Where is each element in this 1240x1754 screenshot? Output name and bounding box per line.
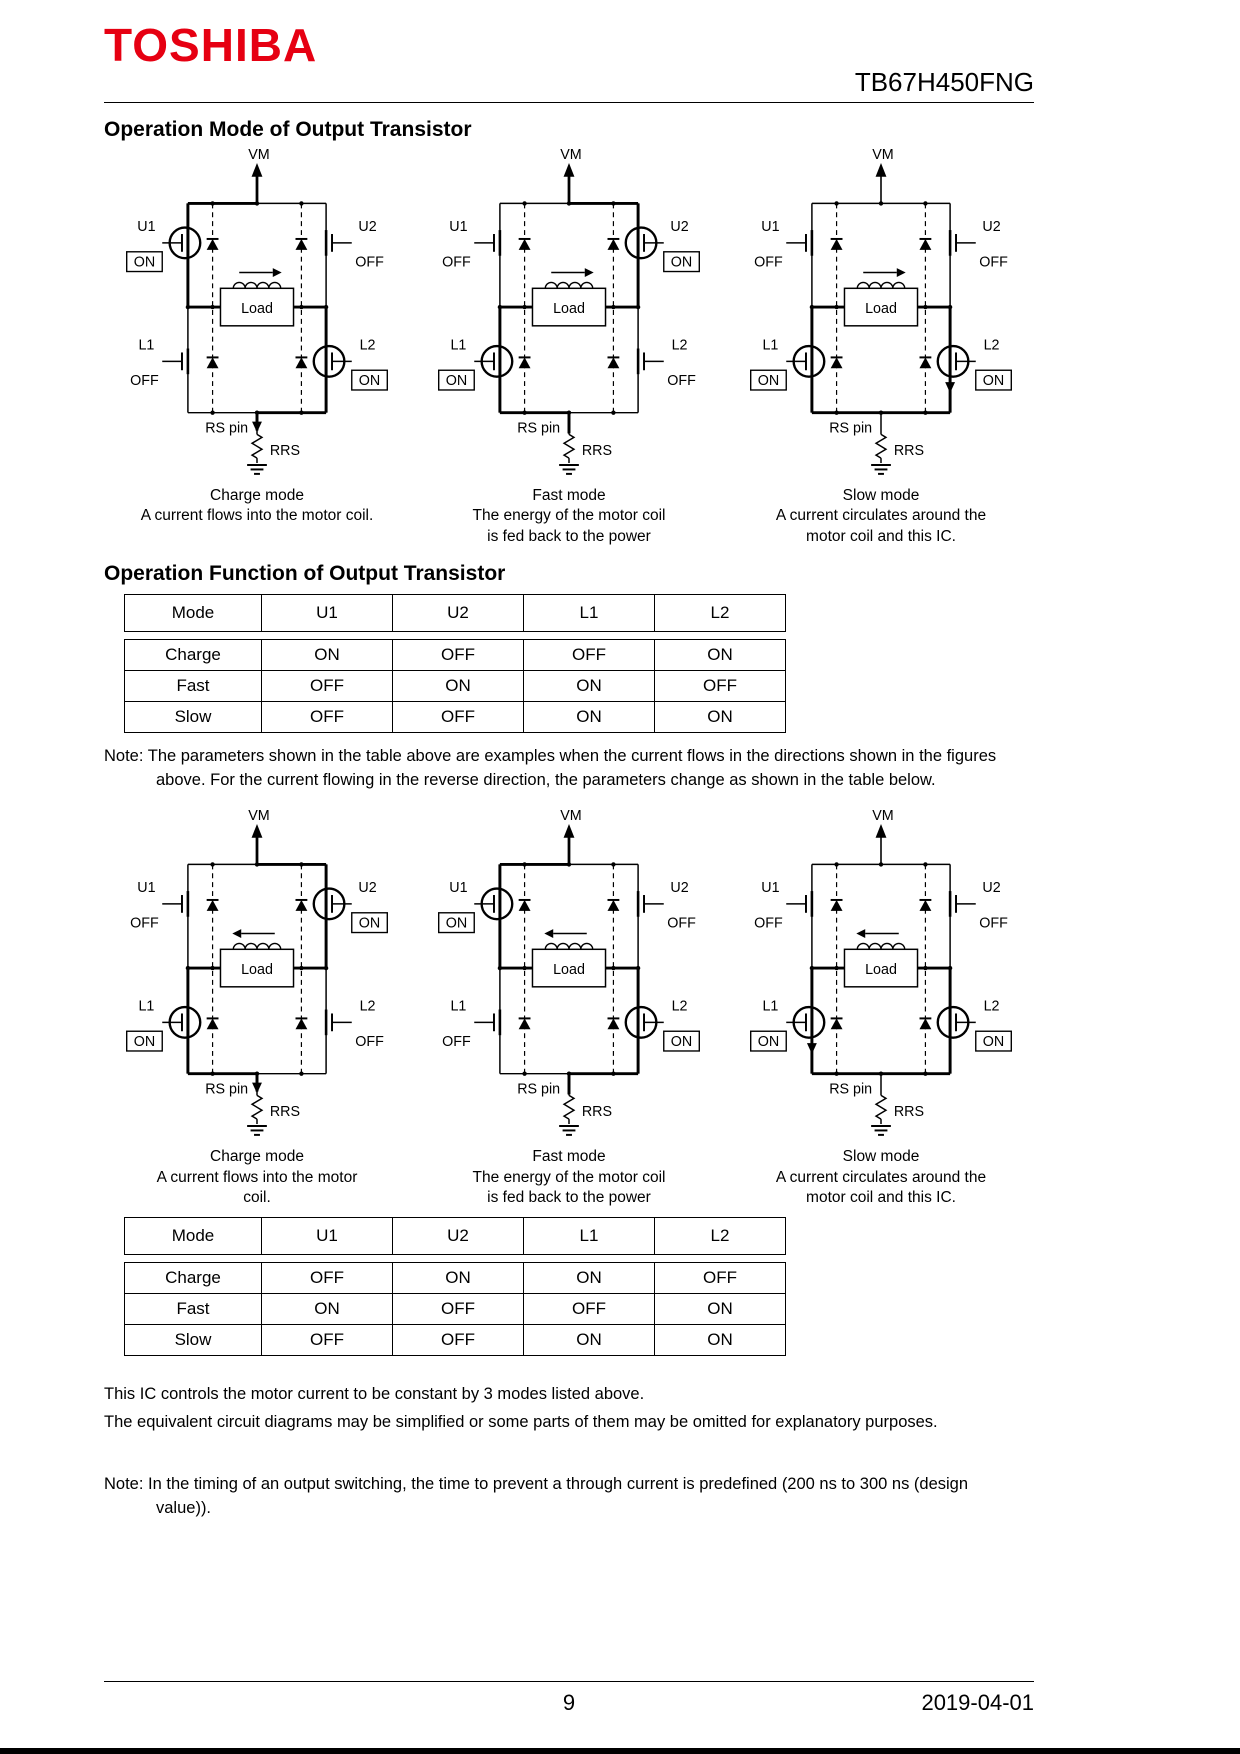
- note-label: Note:: [104, 1475, 144, 1494]
- svg-text:OFF: OFF: [130, 373, 159, 390]
- svg-text:Load: Load: [865, 300, 897, 317]
- svg-text:U2: U2: [670, 219, 689, 236]
- op-table-header: [124, 594, 786, 632]
- inductor-coil: [233, 282, 280, 288]
- load: [220, 929, 293, 987]
- svg-text:ON: ON: [445, 915, 468, 932]
- page-bottom-edge: [0, 1748, 1240, 1754]
- svg-text:ON: ON: [757, 1034, 780, 1051]
- column-header: U2: [393, 1217, 524, 1254]
- diagram-caption-line: A current circulates around the: [775, 1168, 987, 1186]
- state-cell: ON: [262, 640, 393, 671]
- svg-text:VM: VM: [560, 808, 582, 825]
- svg-text:ON: ON: [982, 1034, 1005, 1051]
- note-line: In the timing of an output switching, the time to prevent a through current is predefined (200 ns to 300 ns (design: [148, 1475, 969, 1494]
- transistor-u2: [326, 219, 384, 271]
- diagram-caption-line: is fed back to the power: [487, 1189, 651, 1207]
- svg-text:ON: ON: [358, 373, 381, 390]
- svg-text:L2: L2: [671, 998, 688, 1015]
- svg-text:RS pin: RS pin: [829, 420, 873, 437]
- svg-text:RRS: RRS: [581, 443, 613, 460]
- svg-text:L2: L2: [359, 337, 376, 354]
- svg-text:U1: U1: [137, 219, 156, 236]
- svg-text:OFF: OFF: [754, 915, 783, 932]
- svg-text:OFF: OFF: [754, 254, 783, 271]
- svg-text:VM: VM: [872, 808, 894, 825]
- rrs-resistor: [252, 1096, 262, 1120]
- revision-date: 2019-04-01: [921, 1690, 1034, 1715]
- state-cell: OFF: [393, 1324, 524, 1355]
- svg-text:OFF: OFF: [979, 254, 1008, 271]
- svg-text:U1: U1: [449, 880, 468, 897]
- inductor-coil: [857, 282, 904, 288]
- load: [532, 268, 605, 326]
- load: [844, 929, 917, 987]
- svg-text:RRS: RRS: [893, 1104, 925, 1121]
- op-table-body: [124, 639, 786, 733]
- state-cell: OFF: [524, 640, 655, 671]
- diagram-caption-line: is fed back to the power: [487, 527, 651, 545]
- svg-text:RS pin: RS pin: [205, 1081, 249, 1098]
- svg-text:U2: U2: [982, 880, 1001, 897]
- svg-text:U1: U1: [761, 880, 780, 897]
- ground-symbol: [871, 465, 891, 474]
- transistor-l2: [326, 999, 384, 1051]
- note-label: Note:: [104, 747, 144, 766]
- transistor-l2: [638, 338, 696, 390]
- diagram-caption-title: Slow mode: [842, 1148, 920, 1166]
- svg-text:OFF: OFF: [667, 915, 696, 932]
- mode-cell: Slow: [125, 702, 262, 733]
- svg-text:U1: U1: [761, 219, 780, 236]
- hbridge-svg: [728, 807, 1034, 1139]
- op-table-body: [124, 1262, 786, 1356]
- state-cell: OFF: [262, 1324, 393, 1355]
- column-header: U1: [262, 1217, 393, 1254]
- toshiba-logo: TOSHIBA: [104, 19, 318, 71]
- svg-text:RS pin: RS pin: [205, 420, 249, 437]
- hbridge-diagram-fast: [416, 807, 722, 1208]
- svg-text:OFF: OFF: [355, 254, 384, 271]
- transistor-u1: [130, 880, 188, 932]
- diagram-caption-title: Fast mode: [532, 487, 606, 504]
- svg-text:L1: L1: [762, 998, 779, 1015]
- vm-supply: [248, 147, 269, 203]
- state-cell: OFF: [524, 1293, 655, 1324]
- vm-supply: [248, 808, 269, 864]
- load: [220, 268, 293, 326]
- mode-cell: Charge: [125, 1262, 262, 1293]
- state-cell: ON: [262, 1293, 393, 1324]
- svg-text:RS pin: RS pin: [517, 1081, 561, 1098]
- transistor-u1: [754, 880, 812, 932]
- inductor-coil: [233, 944, 280, 950]
- ground-symbol: [559, 465, 579, 474]
- state-cell: OFF: [262, 702, 393, 733]
- svg-text:ON: ON: [133, 1034, 156, 1051]
- hbridge-svg: [104, 807, 410, 1139]
- diagram-caption-line: The energy of the motor coil: [472, 1168, 666, 1186]
- svg-text:Load: Load: [553, 962, 585, 979]
- vm-supply: [872, 147, 893, 203]
- transistor-u1: [754, 219, 812, 271]
- rrs-resistor: [252, 434, 262, 458]
- current-direction-arrow: [551, 268, 593, 277]
- load: [532, 929, 605, 987]
- svg-text:U2: U2: [358, 219, 377, 236]
- inductor-coil: [857, 944, 904, 950]
- svg-text:OFF: OFF: [130, 915, 159, 932]
- inductor-coil: [545, 282, 592, 288]
- state-cell: ON: [655, 702, 786, 733]
- diagram-caption-title: Charge mode: [210, 487, 304, 504]
- svg-text:ON: ON: [358, 915, 381, 932]
- column-header: U2: [393, 595, 524, 632]
- page-header: [104, 19, 1034, 100]
- current-direction-arrow: [239, 268, 281, 277]
- header-rule: [104, 102, 1034, 103]
- rrs-resistor: [876, 434, 886, 458]
- state-cell: ON: [524, 1324, 655, 1355]
- svg-text:RRS: RRS: [581, 1104, 613, 1121]
- svg-text:RRS: RRS: [893, 443, 925, 460]
- svg-text:L2: L2: [671, 337, 688, 354]
- state-cell: ON: [655, 1293, 786, 1324]
- svg-text:U2: U2: [670, 880, 689, 897]
- svg-text:RRS: RRS: [269, 443, 301, 460]
- svg-text:Load: Load: [241, 300, 273, 317]
- mode-cell: Charge: [125, 640, 262, 671]
- svg-text:L2: L2: [359, 998, 376, 1015]
- transistor-u1: [442, 219, 500, 271]
- inductor-coil: [545, 944, 592, 950]
- state-cell: OFF: [393, 640, 524, 671]
- rs-network: [829, 1074, 924, 1135]
- svg-text:ON: ON: [670, 254, 693, 271]
- diagram-caption-line: The energy of the motor coil: [472, 507, 666, 525]
- table-row: [125, 1262, 786, 1293]
- diagram-caption-line: A current circulates around the: [775, 507, 987, 525]
- diagram-caption-title: Fast mode: [532, 1148, 606, 1166]
- part-number: TB67H450FNG: [854, 67, 1034, 97]
- svg-text:U2: U2: [982, 219, 1001, 236]
- diagram-caption-line: A current flows into the motor coil.: [140, 507, 374, 525]
- column-header: L2: [655, 1217, 786, 1254]
- page-number: 9: [562, 1690, 576, 1715]
- svg-text:ON: ON: [445, 373, 468, 390]
- rrs-resistor: [876, 1096, 886, 1120]
- rs-network: [517, 1074, 612, 1135]
- current-direction-arrow: [863, 268, 905, 277]
- current-direction-arrow: [544, 929, 586, 938]
- load: [844, 268, 917, 326]
- footer-row: [104, 1690, 1034, 1718]
- state-cell: OFF: [655, 671, 786, 702]
- mode-cell: Slow: [125, 1324, 262, 1355]
- svg-text:OFF: OFF: [442, 254, 471, 271]
- svg-text:RS pin: RS pin: [829, 1081, 873, 1098]
- svg-text:U1: U1: [449, 219, 468, 236]
- note-line: value)).: [156, 1498, 212, 1517]
- state-cell: OFF: [262, 671, 393, 702]
- svg-text:VM: VM: [872, 147, 894, 163]
- operation-table-reverse: [124, 1217, 1034, 1356]
- rs-network: [517, 413, 612, 474]
- hbridge-diagram-slow: [728, 146, 1034, 547]
- svg-text:Load: Load: [865, 962, 897, 979]
- state-cell: OFF: [262, 1262, 393, 1293]
- svg-text:OFF: OFF: [355, 1034, 384, 1051]
- svg-text:RRS: RRS: [269, 1104, 301, 1121]
- diagram-caption-title: Charge mode: [210, 1148, 304, 1166]
- table-row: [125, 671, 786, 702]
- transistor-l1: [130, 338, 188, 390]
- hbridge-diagram-fast: [416, 146, 722, 547]
- rrs-resistor: [564, 1096, 574, 1120]
- mode-cell: Fast: [125, 1293, 262, 1324]
- note-through-current: [104, 1473, 1034, 1521]
- column-header: Mode: [125, 1217, 262, 1254]
- op-table-header: [124, 1217, 786, 1255]
- transistor-u2: [950, 880, 1008, 932]
- column-header: L1: [524, 595, 655, 632]
- svg-text:ON: ON: [670, 1034, 693, 1051]
- svg-text:U2: U2: [358, 880, 377, 897]
- svg-text:OFF: OFF: [442, 1034, 471, 1051]
- svg-text:Load: Load: [553, 300, 585, 317]
- svg-text:L1: L1: [138, 337, 155, 354]
- hbridge-diagram-slow: [728, 807, 1034, 1208]
- note-line: above. For the current flowing in the reverse direction, the parameters change as shown in the table below.: [156, 771, 936, 790]
- body-text-constant-current: This IC controls the motor current to be constant by 3 modes listed above.: [104, 1384, 645, 1403]
- page-footer: [104, 1681, 1034, 1718]
- diagram-row-reverse: [104, 807, 1034, 1208]
- mode-cell: Fast: [125, 671, 262, 702]
- state-cell: ON: [393, 671, 524, 702]
- svg-text:U1: U1: [137, 880, 156, 897]
- hbridge-svg: [416, 807, 722, 1139]
- svg-text:L1: L1: [138, 998, 155, 1015]
- svg-text:VM: VM: [560, 147, 582, 163]
- diagram-row-forward: [104, 146, 1034, 547]
- svg-text:ON: ON: [982, 373, 1005, 390]
- rrs-resistor: [564, 434, 574, 458]
- state-cell: ON: [655, 640, 786, 671]
- ground-symbol: [247, 1126, 267, 1135]
- hbridge-svg: [416, 146, 722, 478]
- svg-text:ON: ON: [133, 254, 156, 271]
- table-row: [125, 1324, 786, 1355]
- svg-text:RS pin: RS pin: [517, 420, 561, 437]
- svg-text:L2: L2: [983, 998, 1000, 1015]
- state-cell: OFF: [393, 702, 524, 733]
- diagram-caption-line: motor coil and this IC.: [806, 1189, 956, 1207]
- current-direction-arrow: [232, 929, 274, 938]
- note-line: The parameters shown in the table above are examples when the current flows in the directions shown in the figures: [147, 747, 997, 766]
- svg-text:VM: VM: [248, 808, 270, 825]
- ground-symbol: [247, 465, 267, 474]
- transistor-u2: [950, 219, 1008, 271]
- diagram-caption-title: Slow mode: [842, 487, 920, 504]
- column-header: L2: [655, 595, 786, 632]
- hbridge-diagram-charge: [104, 807, 410, 1208]
- svg-text:L2: L2: [983, 337, 1000, 354]
- column-header: U1: [262, 595, 393, 632]
- ground-symbol: [559, 1126, 579, 1135]
- vm-supply: [872, 808, 893, 864]
- svg-text:ON: ON: [757, 373, 780, 390]
- svg-text:OFF: OFF: [667, 373, 696, 390]
- column-header: Mode: [125, 595, 262, 632]
- section-title-operation-mode: Operation Mode of Output Transistor: [104, 118, 472, 141]
- table-row: [125, 640, 786, 671]
- state-cell: OFF: [655, 1262, 786, 1293]
- state-cell: ON: [524, 702, 655, 733]
- transistor-l1: [442, 999, 500, 1051]
- operation-table-forward: [124, 594, 1034, 733]
- table-row: [125, 702, 786, 733]
- hbridge-diagram-charge: [104, 146, 410, 547]
- section-title-operation-function: Operation Function of Output Transistor: [104, 562, 506, 586]
- table-row: [125, 1293, 786, 1324]
- vm-supply: [560, 808, 581, 864]
- svg-text:Load: Load: [241, 962, 273, 979]
- svg-text:OFF: OFF: [979, 915, 1008, 932]
- rs-network: [829, 413, 924, 474]
- hbridge-svg: [728, 146, 1034, 478]
- hbridge-svg: [104, 146, 410, 478]
- state-cell: ON: [655, 1324, 786, 1355]
- state-cell: OFF: [393, 1293, 524, 1324]
- svg-text:L1: L1: [762, 337, 779, 354]
- svg-text:L1: L1: [450, 337, 467, 354]
- body-text-simplified-diagrams: The equivalent circuit diagrams may be simplified or some parts of them may be omitted for explanatory purposes.: [104, 1413, 938, 1432]
- footer-rule: [104, 1681, 1034, 1682]
- ground-symbol: [871, 1126, 891, 1135]
- current-direction-arrow: [856, 929, 898, 938]
- state-cell: ON: [524, 671, 655, 702]
- transistor-u2: [638, 880, 696, 932]
- svg-text:VM: VM: [248, 147, 270, 163]
- vm-supply: [560, 147, 581, 203]
- diagram-caption-line: A current flows into the motor: [156, 1168, 358, 1186]
- state-cell: ON: [393, 1262, 524, 1293]
- diagram-caption-line: motor coil and this IC.: [806, 527, 956, 545]
- state-cell: ON: [524, 1262, 655, 1293]
- diagram-caption-line: coil.: [243, 1189, 271, 1207]
- svg-text:L1: L1: [450, 998, 467, 1015]
- column-header: L1: [524, 1217, 655, 1254]
- note-reverse-direction: [104, 745, 1034, 793]
